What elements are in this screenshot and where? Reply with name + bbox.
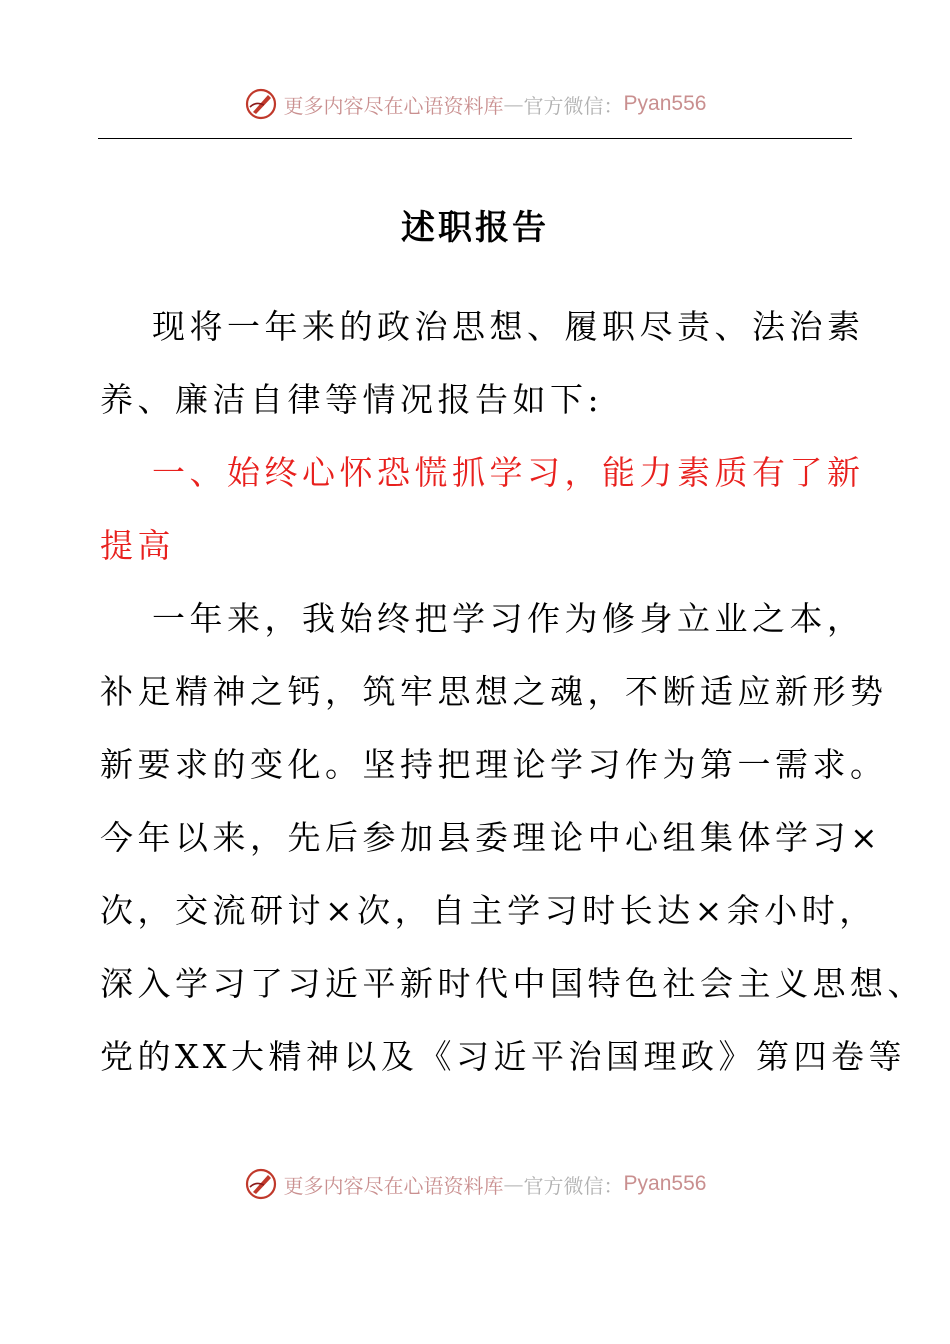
banner-text: 更多内容尽在心语资料库 [283,93,504,118]
banner-separator: — [503,92,524,116]
document-title: 述职报告 [401,208,549,248]
section-heading-line: 一、始终心怀恐慌抓学习，能力素质有了新 [152,453,865,492]
banner-wechat-label: 官方微信： [523,1173,624,1198]
paragraph-line: 今年以来，先后参加县委理论中心组集体学习× [100,818,883,857]
banner-wechat-label: 官方微信： [523,93,624,118]
pen-logo-icon [244,87,278,121]
header-banner [0,82,950,126]
paragraph-line: 深入学习了习近平新时代中国特色社会主义思想、 [100,964,925,1003]
pen-logo-icon [244,1167,278,1201]
paragraph-line: 补足精神之钙，筑牢思想之魂，不断适应新形势 [100,672,888,711]
paragraph-line: 一年来，我始终把学习作为修身立业之本， [152,599,865,638]
header-divider [98,138,852,139]
paragraph-line: 党的XX大精神以及《习近平治国理政》第四卷等 [100,1037,906,1076]
document-body [100,290,925,1093]
banner-wechat-id: Pyan556 [623,92,707,115]
footer-banner [0,1162,950,1206]
paragraph-line: 新要求的变化。坚持把理论学习作为第一需求。 [100,745,888,784]
section-heading-line: 提高 [100,526,175,565]
paragraph-line: 次，交流研讨×次，自主学习时长达×余小时， [100,891,877,930]
paragraph-line: 现将一年来的政治思想、履职尽责、法治素 [152,307,865,346]
paragraph-line: 养、廉洁自律等情况报告如下: [100,380,604,419]
banner-separator: — [503,1172,524,1196]
banner-text: 更多内容尽在心语资料库 [283,1173,504,1198]
banner-wechat-id: Pyan556 [623,1172,707,1195]
